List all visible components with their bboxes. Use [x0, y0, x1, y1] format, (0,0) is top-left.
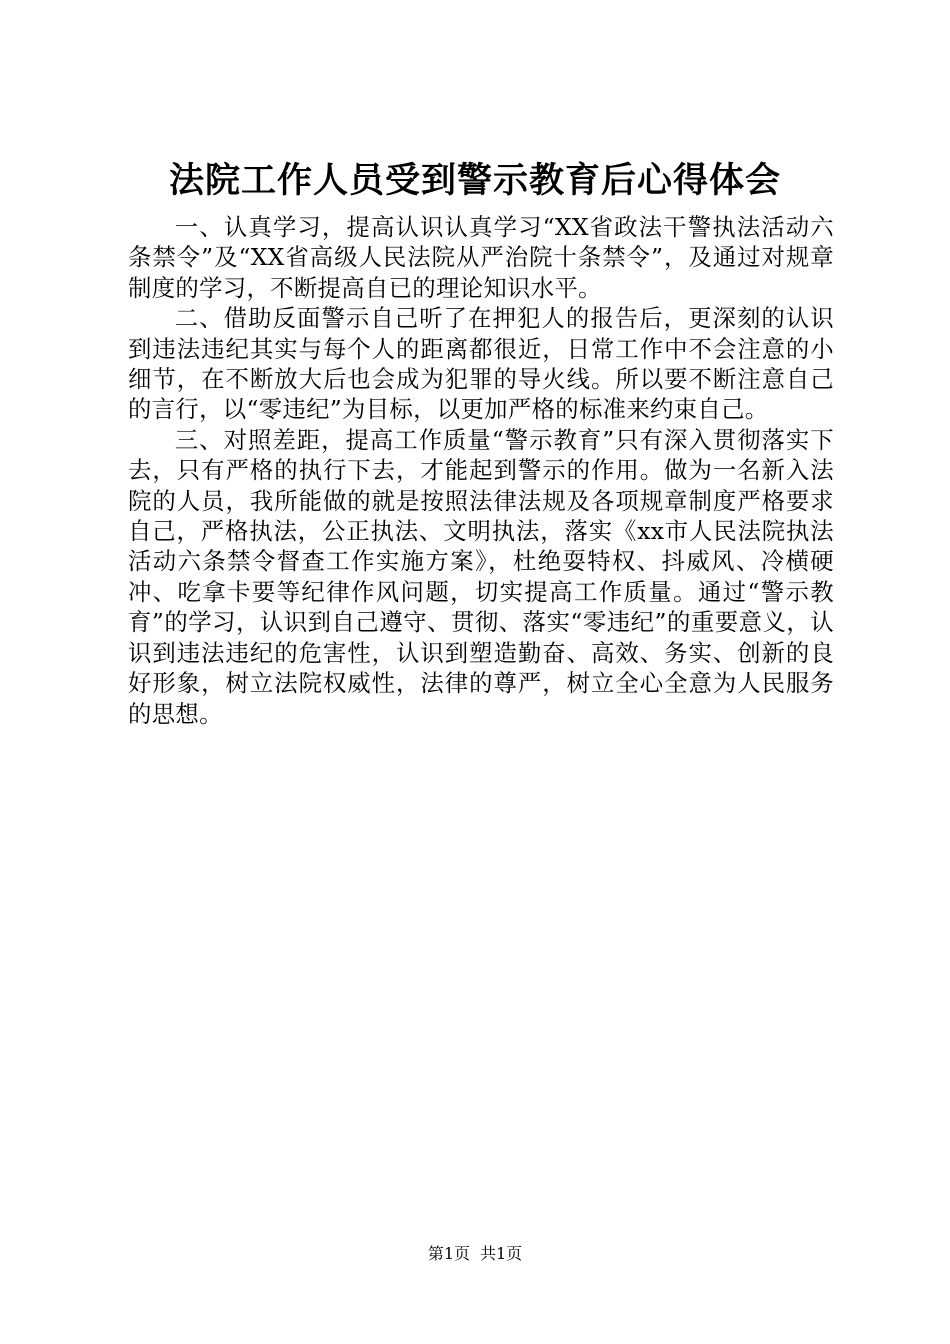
document-body	[128, 212, 834, 729]
document-title: 法院工作人员受到警示教育后心得体会	[168, 160, 781, 201]
paragraph-3: 三、对照差距，提高工作质量“警示教育”只有深入贯彻落实下去，只有严格的执行下去，才能起到警示的作用。做为一名新入法院的人员，我所能做的就是按照法律法规及各项规章制度严格要求自己，严格执法，公正执法、文明执法，落实《xx市人民法院执法活动六条禁令督查工作实施方案》，杜绝耍特权、抖威风、冷横硬冲、吃拿卡要等纪律作风问题，切实提高工作质量。通过“警示教育”的学习，认识到自己遵守、贯彻、落实“零违纪”的重要意义，认识到违法违纪的危害性，认识到塑造勤奋、高效、务实、创新的良好形象，树立法院权威性，法律的尊严，树立全心全意为人民服务的思想。	[128, 425, 834, 728]
page-footer	[0, 1243, 950, 1265]
paragraph-1: 一、认真学习，提高认识认真学习“XX省政法干警执法活动六条禁令”及“XX省高级人民法院从严治院十条禁令”，及通过对规章制度的学习，不断提高自已的理论知识水平。	[128, 213, 834, 302]
page-number: 第1页	[427, 1244, 470, 1263]
paragraph-2: 二、借助反面警示自己听了在押犯人的报告后，更深刻的认识到违法违纪其实与每个人的距离都很近，日常工作中不会注意的小细节，在不断放大后也会成为犯罪的导火线。所以要不断注意自己的言行，以“零违纪”为目标，以更加严格的标准来约束自己。	[128, 304, 834, 424]
page-total: 共1页	[480, 1244, 523, 1263]
